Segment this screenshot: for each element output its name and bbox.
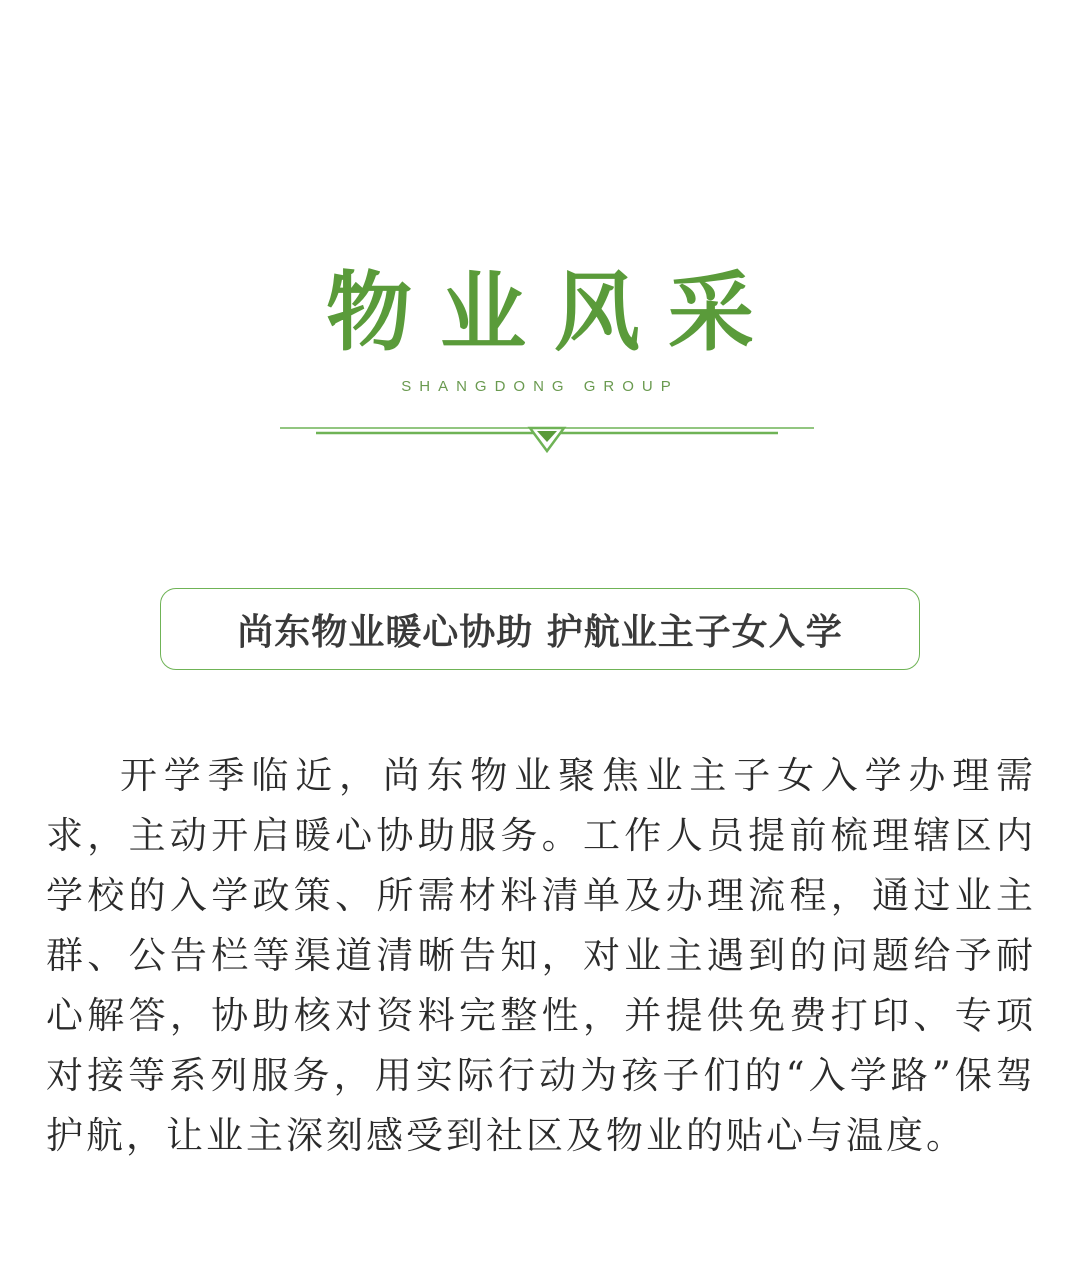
- decorative-divider: [280, 420, 814, 454]
- page-subtitle: SHANGDONG GROUP: [401, 378, 679, 395]
- page-title: 物业风采: [326, 262, 782, 363]
- article-title-box: [160, 588, 920, 670]
- heading-block: [0, 258, 1080, 395]
- article-body: 开学季临近，尚东物业聚焦业主子女入学办理需求，主动开启暖心协助服务。工作人员提前梳理辖区内学校的入学政策、所需材料清单及办理流程，通过业主群、公告栏等渠道清晰告知，对业主遇到的问题给予耐心解答，协助核对资料完整性，并提供免费打印、专项对接等系列服务，用实际行动为孩子们的“入学路”保驾护航，让业主深刻感受到社区及物业的贴心与温度。: [46, 754, 1036, 1157]
- article-headline: 尚东物业暖心协助 护航业主子女入学: [237, 610, 843, 653]
